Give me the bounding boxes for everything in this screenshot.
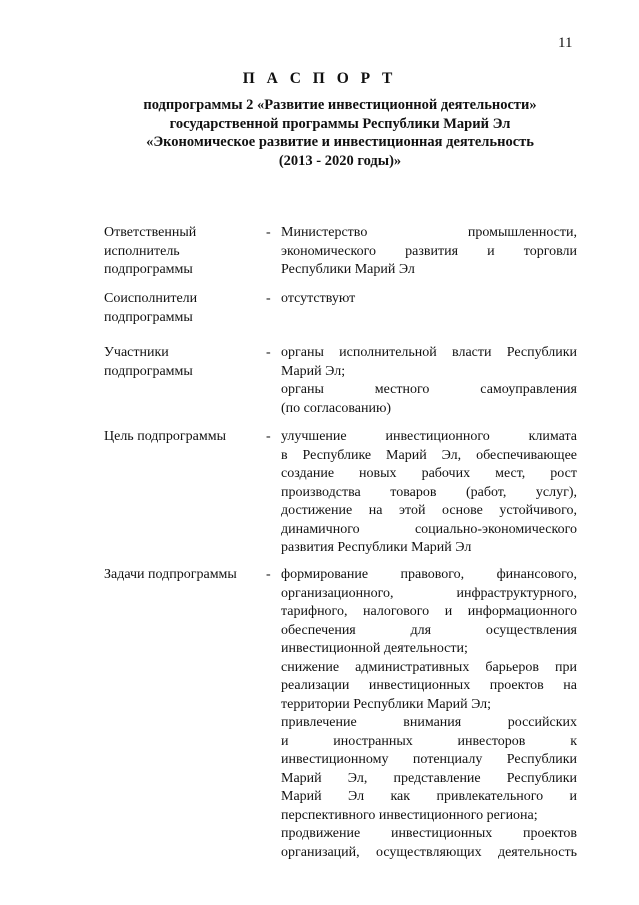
value-line: инвестиционному потенциалу Республики: [281, 752, 577, 767]
value-line: в Республике Марий Эл, обеспечивающее: [281, 447, 577, 463]
value-line: формирование правового, финансового,: [281, 567, 577, 582]
label-line: подпрограммы: [104, 262, 193, 277]
row-value: [281, 428, 577, 558]
label-line: Цель подпрограммы: [104, 429, 226, 444]
row-label: [104, 566, 264, 585]
label-line: исполнитель: [104, 243, 180, 259]
value-line: органы исполнительной власти Республики: [281, 345, 577, 360]
label-line: Соисполнители: [104, 291, 198, 306]
value-line: реализации инвестиционных проектов на: [281, 678, 577, 693]
value-line: Министерство промышленности,: [281, 225, 577, 240]
value-line: продвижение инвестиционных проектов: [281, 826, 577, 841]
row-label: [104, 290, 264, 327]
value-line: и иностранных инвесторов к: [281, 733, 577, 749]
value-line: развития Республики Марий Эл: [281, 540, 472, 555]
value-line: снижение административных барьеров при: [281, 659, 577, 675]
row-value: [281, 344, 577, 418]
page-number: 11: [558, 35, 573, 51]
row-value: [281, 290, 577, 309]
row-dash: -: [266, 567, 271, 582]
row-value: [281, 566, 577, 862]
row-label: [104, 224, 264, 280]
row-value: [281, 224, 577, 280]
value-line: территории Республики Марий Эл;: [281, 696, 492, 712]
value-line: улучшение инвестиционного климата: [281, 429, 577, 444]
subtitle-line: (2013 - 2020 годы)»: [278, 152, 402, 169]
label-line: Задачи подпрограммы: [104, 567, 237, 582]
subtitle-line: «Экономическое развитие и инвестиционная деятельность: [146, 134, 534, 150]
value-line: Республики Марий Эл: [281, 262, 415, 277]
value-line: привлечение внимания российских: [281, 715, 577, 730]
value-line: экономического развития и торговли: [281, 243, 577, 259]
document-title: П А С П О Р Т: [242, 70, 397, 87]
document-subtitle: [60, 96, 620, 170]
value-line: создание новых рабочих мест, рост: [281, 466, 577, 481]
value-line: перспективного инвестиционного региона;: [281, 807, 538, 823]
value-line: Марий Эл;: [281, 363, 346, 379]
value-line: производства товаров (работ, услуг),: [281, 484, 577, 500]
label-line: Участники: [104, 345, 169, 360]
value-line: Марий Эл как привлекательного и: [281, 789, 577, 804]
value-line: (по согласованию): [281, 400, 392, 416]
row-label: [104, 428, 264, 447]
value-line: тарифного, налогового и информационного: [281, 604, 577, 619]
row-label: [104, 344, 264, 381]
subtitle-line: государственной программы Республики Марий Эл: [169, 115, 511, 132]
value-line: динамичного социально-экономического: [281, 521, 577, 537]
value-line: инвестиционной деятельности;: [281, 641, 468, 656]
value-line: органы местного самоуправления: [281, 382, 577, 397]
label-line: Ответственный: [104, 225, 197, 240]
value-line: достижение на этой основе устойчивого,: [281, 503, 577, 518]
row-dash: -: [266, 429, 271, 444]
row-dash: -: [266, 345, 271, 360]
value-line: организационного, инфраструктурного,: [281, 585, 577, 601]
value-line: обеспечения для осуществления: [281, 622, 577, 638]
value-line: организаций, осуществляющих деятельность: [281, 844, 577, 860]
value-line: отсутствуют: [281, 291, 356, 306]
row-dash: -: [266, 291, 271, 306]
label-line: подпрограммы: [104, 309, 193, 325]
row-dash: -: [266, 225, 271, 240]
subtitle-line: подпрограммы 2 «Развитие инвестиционной деятельности»: [143, 97, 537, 113]
value-line: Марий Эл, представление Республики: [281, 770, 577, 786]
label-line: подпрограммы: [104, 363, 193, 379]
